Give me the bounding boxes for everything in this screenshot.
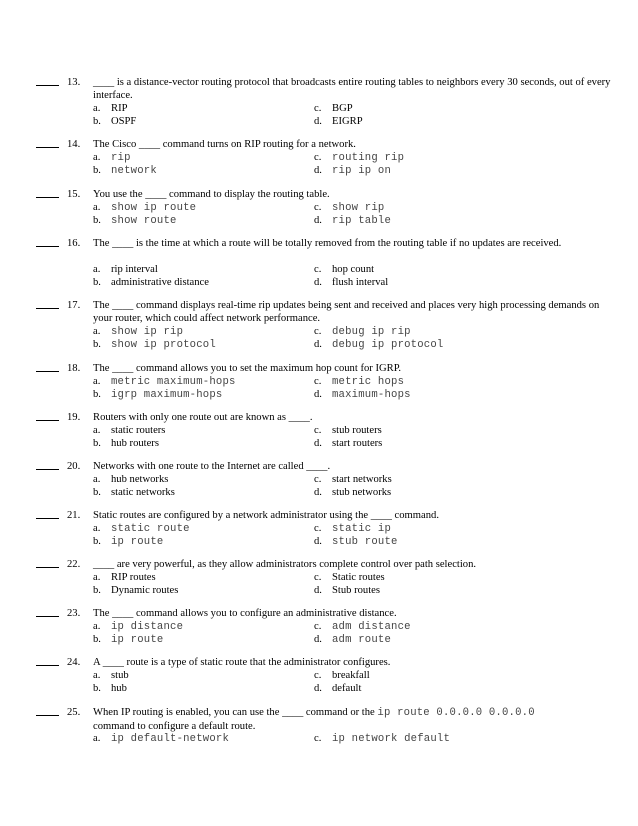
option-letter: b. bbox=[93, 683, 101, 695]
option-text: breakfall bbox=[332, 670, 370, 682]
question-number: 23. bbox=[67, 608, 81, 619]
answer-blank[interactable] bbox=[36, 362, 59, 372]
answer-option[interactable] bbox=[93, 214, 177, 228]
option-text: debug ip rip bbox=[332, 326, 411, 339]
option-letter: b. bbox=[93, 389, 101, 401]
option-text: stub networks bbox=[332, 487, 392, 499]
answer-option[interactable] bbox=[314, 276, 388, 289]
stem-text: You use the ____ command to display the routing table. bbox=[93, 189, 330, 200]
option-letter: c. bbox=[314, 670, 322, 682]
option-letter: b. bbox=[93, 585, 101, 597]
option-text: BGP bbox=[332, 103, 353, 115]
question-stem bbox=[93, 362, 613, 375]
answer-option[interactable] bbox=[93, 263, 158, 276]
option-letter: b. bbox=[93, 116, 101, 128]
question-stem bbox=[93, 460, 613, 473]
answer-option[interactable] bbox=[314, 424, 382, 437]
option-letter: a. bbox=[93, 733, 101, 745]
option-text: rip ip on bbox=[332, 165, 392, 178]
answer-option[interactable] bbox=[93, 201, 196, 215]
option-letter: a. bbox=[93, 202, 101, 214]
answer-option[interactable] bbox=[93, 338, 216, 352]
option-text: stub routers bbox=[332, 425, 382, 437]
question-number: 16. bbox=[67, 238, 81, 249]
question-stem bbox=[93, 558, 613, 571]
answer-option[interactable] bbox=[93, 522, 190, 536]
option-text: hub routers bbox=[111, 438, 159, 450]
option-letter: b. bbox=[93, 215, 101, 227]
answer-option[interactable] bbox=[93, 535, 163, 549]
option-text: show ip route bbox=[111, 202, 197, 215]
answer-option[interactable] bbox=[93, 424, 165, 437]
stem-text: The ____ command allows you to set the maximum hop count for IGRP. bbox=[93, 363, 402, 374]
answer-option[interactable] bbox=[314, 669, 370, 682]
answer-blank[interactable] bbox=[36, 460, 59, 470]
option-text: network bbox=[111, 165, 157, 178]
option-letter: b. bbox=[93, 339, 101, 351]
option-text: maximum-hops bbox=[332, 389, 411, 402]
question-number: 19. bbox=[67, 412, 81, 423]
option-letter: c. bbox=[314, 103, 322, 115]
option-text: adm distance bbox=[332, 621, 411, 634]
option-letter: c. bbox=[314, 202, 322, 214]
answer-option[interactable] bbox=[314, 682, 361, 695]
answer-option[interactable] bbox=[93, 164, 157, 178]
option-letter: c. bbox=[314, 572, 322, 584]
question-number: 15. bbox=[67, 189, 81, 200]
answer-blank[interactable] bbox=[36, 656, 59, 666]
answer-option[interactable] bbox=[93, 473, 168, 486]
option-text: show rip bbox=[332, 202, 385, 215]
option-letter: b. bbox=[93, 438, 101, 450]
option-letter: d. bbox=[314, 339, 322, 351]
question-number: 14. bbox=[67, 139, 81, 150]
option-text: stub bbox=[111, 670, 129, 682]
stem-text: Static routes are configured by a network administrator using the ____ command. bbox=[93, 510, 439, 521]
option-text: igrp maximum-hops bbox=[111, 389, 223, 402]
option-letter: d. bbox=[314, 585, 322, 597]
stem-text: The ____ command displays real-time rip updates being sent and received and places very high processing demands on your router, which could affect network performance. bbox=[93, 300, 602, 325]
answer-option[interactable] bbox=[314, 388, 411, 402]
option-letter: a. bbox=[93, 572, 101, 584]
answer-blank[interactable] bbox=[36, 76, 59, 86]
option-letter: d. bbox=[314, 634, 322, 646]
answer-option[interactable] bbox=[314, 263, 374, 276]
option-text: Dynamic routes bbox=[111, 585, 179, 597]
answer-option[interactable] bbox=[314, 201, 384, 215]
answer-blank[interactable] bbox=[36, 607, 59, 617]
question-stem bbox=[93, 706, 613, 733]
answer-blank[interactable] bbox=[36, 138, 59, 148]
option-letter: d. bbox=[314, 487, 322, 499]
option-letter: c. bbox=[314, 621, 322, 633]
answer-option[interactable] bbox=[314, 486, 391, 499]
answer-option[interactable] bbox=[314, 620, 411, 634]
stem-code: ip route 0.0.0.0 0.0.0.0 bbox=[377, 707, 535, 719]
answer-option[interactable] bbox=[314, 571, 385, 584]
answer-blank[interactable] bbox=[36, 237, 59, 247]
stem-text: ____ is a distance-vector routing protocol that broadcasts entire routing tables to neighbors every 30 seconds, out of every interface. bbox=[93, 77, 614, 102]
option-text: show route bbox=[111, 215, 177, 228]
option-text: show ip protocol bbox=[111, 339, 216, 352]
option-letter: c. bbox=[314, 264, 322, 276]
option-text: RIP routes bbox=[111, 572, 156, 584]
answer-option[interactable] bbox=[314, 214, 391, 228]
option-text: default bbox=[332, 683, 362, 695]
option-text: static routers bbox=[111, 425, 166, 437]
answer-option[interactable] bbox=[314, 633, 391, 647]
stem-text: The ____ command allows you to configure an administrative distance. bbox=[93, 608, 397, 619]
question-number: 20. bbox=[67, 461, 81, 472]
answer-option[interactable] bbox=[314, 473, 392, 486]
option-letter: a. bbox=[93, 103, 101, 115]
question-stem bbox=[93, 299, 613, 325]
option-text: RIP bbox=[111, 103, 128, 115]
option-letter: a. bbox=[93, 376, 101, 388]
option-text: ip network default bbox=[332, 733, 451, 746]
answer-option[interactable] bbox=[314, 325, 411, 339]
option-text: rip bbox=[111, 152, 131, 165]
option-letter: b. bbox=[93, 634, 101, 646]
answer-blank[interactable] bbox=[36, 558, 59, 568]
option-letter: a. bbox=[93, 621, 101, 633]
answer-option[interactable] bbox=[314, 102, 353, 115]
option-text: Stub routes bbox=[332, 585, 380, 597]
option-text: hub bbox=[111, 683, 127, 695]
answer-blank[interactable] bbox=[36, 706, 59, 716]
option-text: ip route bbox=[111, 536, 164, 549]
option-text: rip table bbox=[332, 215, 392, 228]
option-letter: c. bbox=[314, 523, 322, 535]
answer-option[interactable] bbox=[314, 535, 398, 549]
question-number: 21. bbox=[67, 510, 81, 521]
option-letter: d. bbox=[314, 165, 322, 177]
answer-option[interactable] bbox=[93, 325, 183, 339]
option-letter: b. bbox=[93, 277, 101, 289]
answer-option[interactable] bbox=[93, 388, 222, 402]
question-stem bbox=[93, 411, 613, 424]
stem-text: Routers with only one route out are known as ____. bbox=[93, 412, 313, 423]
stem-text: The Cisco ____ command turns on RIP routing for a network. bbox=[93, 139, 356, 150]
option-letter: d. bbox=[314, 277, 322, 289]
answer-option[interactable] bbox=[93, 732, 229, 746]
question-stem bbox=[93, 76, 613, 102]
answer-option[interactable] bbox=[314, 338, 443, 352]
option-text: ip route bbox=[111, 634, 164, 647]
stem-text: A ____ route is a type of static route that the administrator configures. bbox=[93, 657, 391, 668]
answer-option[interactable] bbox=[93, 633, 163, 647]
option-letter: d. bbox=[314, 116, 322, 128]
option-letter: d. bbox=[314, 536, 322, 548]
option-letter: a. bbox=[93, 523, 101, 535]
question-number: 25. bbox=[67, 707, 81, 718]
stem-text: command to configure a default route. bbox=[93, 721, 256, 733]
stem-text: The ____ is the time at which a route will be totally removed from the routing table if no updates are received. bbox=[93, 238, 562, 249]
question-number: 22. bbox=[67, 559, 81, 570]
option-text: start routers bbox=[332, 438, 383, 450]
option-text: administrative distance bbox=[111, 277, 209, 289]
stem-text: ____ are very powerful, as they allow administrators complete control over path selection. bbox=[93, 559, 477, 570]
option-letter: a. bbox=[93, 425, 101, 437]
answer-option[interactable] bbox=[93, 151, 131, 165]
option-letter: a. bbox=[93, 474, 101, 486]
answer-option[interactable] bbox=[314, 584, 380, 597]
question-stem bbox=[93, 607, 613, 620]
answer-option[interactable] bbox=[93, 102, 128, 115]
option-text: show ip rip bbox=[111, 326, 184, 339]
answer-blank[interactable] bbox=[36, 299, 59, 309]
answer-option[interactable] bbox=[314, 437, 382, 450]
question-stem bbox=[93, 138, 613, 151]
answer-option[interactable] bbox=[93, 682, 127, 695]
option-text: ip default-network bbox=[111, 733, 230, 746]
option-text: static ip bbox=[332, 523, 392, 536]
question-number: 24. bbox=[67, 657, 81, 668]
option-letter: a. bbox=[93, 264, 101, 276]
option-text: debug ip protocol bbox=[332, 339, 444, 352]
option-text: hub networks bbox=[111, 474, 169, 486]
option-text: static networks bbox=[111, 487, 175, 499]
answer-blank[interactable] bbox=[36, 411, 59, 421]
option-letter: b. bbox=[93, 165, 101, 177]
option-letter: d. bbox=[314, 389, 322, 401]
option-letter: c. bbox=[314, 425, 322, 437]
question-stem bbox=[93, 188, 613, 201]
answer-option[interactable] bbox=[314, 522, 391, 536]
answer-option[interactable] bbox=[93, 486, 175, 499]
answer-option[interactable] bbox=[93, 115, 136, 128]
option-text: metric maximum-hops bbox=[111, 376, 236, 389]
answer-option[interactable] bbox=[93, 375, 236, 389]
answer-option[interactable] bbox=[314, 732, 450, 746]
question-stem bbox=[93, 509, 613, 522]
answer-option[interactable] bbox=[93, 437, 159, 450]
option-letter: d. bbox=[314, 683, 322, 695]
answer-blank[interactable] bbox=[36, 188, 59, 198]
option-letter: b. bbox=[93, 536, 101, 548]
question-stem bbox=[93, 237, 613, 250]
question-number: 18. bbox=[67, 363, 81, 374]
option-letter: a. bbox=[93, 326, 101, 338]
stem-text: When IP routing is enabled, you can use the ____ command or the bbox=[93, 707, 378, 718]
answer-option[interactable] bbox=[314, 115, 363, 128]
stem-text: Networks with one route to the Internet are called ____. bbox=[93, 461, 331, 472]
option-text: hop count bbox=[332, 264, 375, 276]
answer-option[interactable] bbox=[93, 584, 178, 597]
option-letter: c. bbox=[314, 474, 322, 486]
option-letter: d. bbox=[314, 215, 322, 227]
option-text: metric hops bbox=[332, 376, 405, 389]
question-number: 17. bbox=[67, 300, 81, 311]
answer-option[interactable] bbox=[314, 164, 391, 178]
answer-blank[interactable] bbox=[36, 509, 59, 519]
option-letter: c. bbox=[314, 733, 322, 745]
option-text: start networks bbox=[332, 474, 392, 486]
question-number: 13. bbox=[67, 77, 81, 88]
answer-option[interactable] bbox=[93, 571, 156, 584]
option-letter: c. bbox=[314, 152, 322, 164]
answer-option[interactable] bbox=[93, 276, 209, 289]
question-stem bbox=[93, 656, 613, 669]
option-letter: d. bbox=[314, 438, 322, 450]
answer-option[interactable] bbox=[93, 669, 129, 682]
option-letter: c. bbox=[314, 376, 322, 388]
option-text: ip distance bbox=[111, 621, 184, 634]
answer-option[interactable] bbox=[93, 620, 183, 634]
option-letter: b. bbox=[93, 487, 101, 499]
option-letter: a. bbox=[93, 670, 101, 682]
option-text: Static routes bbox=[332, 572, 385, 584]
answer-option[interactable] bbox=[314, 151, 404, 165]
option-text: OSPF bbox=[111, 116, 137, 128]
answer-option[interactable] bbox=[314, 375, 404, 389]
option-text: flush interval bbox=[332, 277, 389, 289]
option-text: stub route bbox=[332, 536, 398, 549]
option-text: EIGRP bbox=[332, 116, 363, 128]
option-text: routing rip bbox=[332, 152, 405, 165]
option-letter: a. bbox=[93, 152, 101, 164]
option-text: static route bbox=[111, 523, 190, 536]
option-letter: c. bbox=[314, 326, 322, 338]
option-text: adm route bbox=[332, 634, 392, 647]
option-text: rip interval bbox=[111, 264, 158, 276]
